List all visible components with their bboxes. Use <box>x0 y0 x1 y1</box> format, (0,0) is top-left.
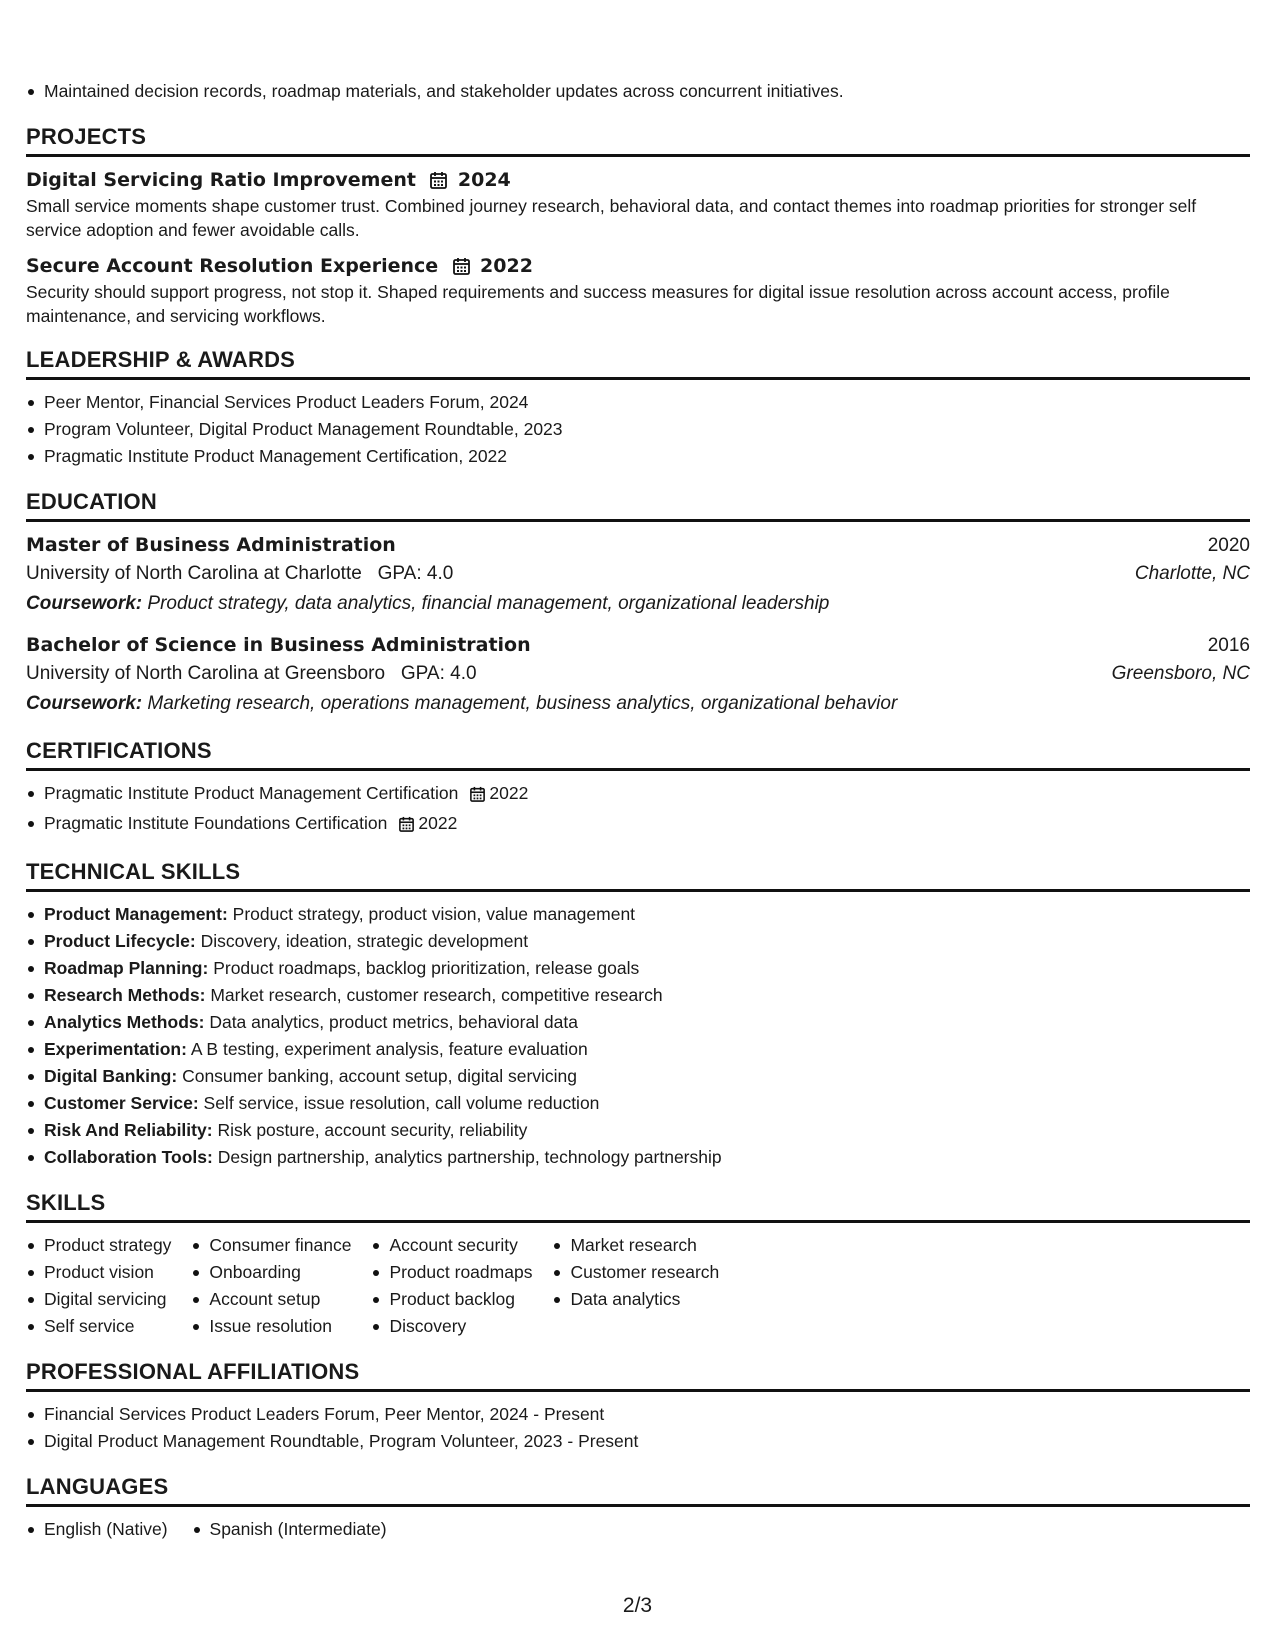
page-number: 2/3 <box>622 1594 653 1617</box>
skill-value: Self service, issue resolution, call volume reduction <box>203 1093 600 1113</box>
list-item: Issue resolution <box>191 1313 351 1340</box>
skills-column <box>191 1232 351 1340</box>
list-item <box>26 1144 1250 1171</box>
coursework-label: Coursework: <box>26 593 143 614</box>
skill-label: Roadmap Planning: <box>44 958 209 978</box>
calendar-icon <box>399 813 414 840</box>
skill-value: Discovery, ideation, strategic development <box>200 931 529 951</box>
list-item: Maintained decision records, roadmap materials, and stakeholder updates across concurrent initiatives. <box>26 78 1250 105</box>
coursework <box>26 689 1250 719</box>
list-item: Self service <box>26 1313 171 1340</box>
languages-section <box>26 1473 1250 1543</box>
list-item <box>26 1063 1250 1090</box>
skill-label: Product Lifecycle: <box>44 931 196 951</box>
skill-value: Market research, customer research, competitive research <box>210 985 663 1005</box>
skill-label: Collaboration Tools: <box>44 1147 213 1167</box>
certification-year: 2022 <box>418 813 458 833</box>
list-item <box>26 1117 1250 1144</box>
list-item: Digital Product Management Roundtable, Program Volunteer, 2023 - Present <box>26 1428 1250 1455</box>
list-item: Product vision <box>26 1259 171 1286</box>
list-item: Data analytics <box>552 1286 719 1313</box>
skill-value: Data analytics, product metrics, behavioral data <box>209 1012 578 1032</box>
list-item <box>26 955 1250 982</box>
education-section <box>26 488 1250 719</box>
skill-label: Product Management: <box>44 904 228 924</box>
coursework <box>26 589 1250 619</box>
degree: Bachelor of Science in Business Administration <box>26 634 531 656</box>
certification-name: Pragmatic Institute Foundations Certification <box>44 813 388 833</box>
education-item <box>26 531 1250 619</box>
technical-skills-section <box>26 858 1250 1171</box>
list-item: Onboarding <box>191 1259 351 1286</box>
certification-name: Pragmatic Institute Product Management Certification <box>44 783 459 803</box>
list-item: Product roadmaps <box>371 1259 532 1286</box>
project-name: Secure Account Resolution Experience <box>26 255 439 277</box>
section-title-leadership: LEADERSHIP & AWARDS <box>26 346 1250 380</box>
leadership-section <box>26 346 1250 470</box>
project-item <box>26 166 1250 242</box>
list-item <box>26 1036 1250 1063</box>
calendar-icon <box>430 171 447 194</box>
education-year: 2016 <box>1207 635 1250 656</box>
section-title-education: EDUCATION <box>26 488 1250 522</box>
skill-value: Risk posture, account security, reliability <box>217 1120 528 1140</box>
section-title-languages: LANGUAGES <box>26 1473 1250 1507</box>
education-year: 2020 <box>1207 535 1250 556</box>
calendar-icon <box>470 783 485 810</box>
list-item <box>26 982 1250 1009</box>
list-item: Account security <box>371 1232 532 1259</box>
skill-label: Research Methods: <box>44 985 206 1005</box>
list-item: Digital servicing <box>26 1286 171 1313</box>
skill-value: A B testing, experiment analysis, feature evaluation <box>190 1039 588 1059</box>
coursework-label: Coursework: <box>26 693 143 714</box>
project-year: 2022 <box>480 255 533 277</box>
experience-continued-list <box>26 78 1250 105</box>
section-title-certifications: CERTIFICATIONS <box>26 737 1250 771</box>
section-title-skills: SKILLS <box>26 1189 1250 1223</box>
degree: Master of Business Administration <box>26 534 396 556</box>
skill-label: Experimentation: <box>44 1039 187 1059</box>
section-title-affiliations: PROFESSIONAL AFFILIATIONS <box>26 1358 1250 1392</box>
affiliations-section <box>26 1358 1250 1455</box>
coursework-text: Product strategy, data analytics, financial management, organizational leadership <box>147 593 830 614</box>
skill-value: Consumer banking, account setup, digital servicing <box>182 1066 578 1086</box>
project-year: 2024 <box>457 169 511 191</box>
section-title-projects: PROJECTS <box>26 123 1250 157</box>
school: University of North Carolina at Charlotte GPA: 4.0 <box>26 563 454 584</box>
certifications-section <box>26 737 1250 840</box>
list-item: Program Volunteer, Digital Product Management Roundtable, 2023 <box>26 416 1250 443</box>
list-item: English (Native) <box>26 1516 168 1543</box>
list-item: Spanish (Intermediate) <box>192 1516 387 1543</box>
list-item: Financial Services Product Leaders Forum, Peer Mentor, 2024 - Present <box>26 1401 1250 1428</box>
list-item: Market research <box>552 1232 719 1259</box>
list-item <box>26 810 1250 840</box>
skills-column <box>371 1232 532 1340</box>
section-title-technical-skills: TECHNICAL SKILLS <box>26 858 1250 892</box>
certification-year: 2022 <box>489 783 529 803</box>
skills-column <box>552 1232 719 1340</box>
skill-value: Product strategy, product vision, value management <box>232 904 636 924</box>
education-item <box>26 631 1250 719</box>
project-description: Small service moments shape customer trust. Combined journey research, behavioral data, and contact themes into roadmap priorities for stronger self service adoption and fewer avoidable calls. <box>26 196 1197 240</box>
skill-label: Digital Banking: <box>44 1066 178 1086</box>
project-name: Digital Servicing Ratio Improvement <box>26 169 416 191</box>
list-item: Pragmatic Institute Product Management Certification, 2022 <box>26 443 1250 470</box>
list-item: Consumer finance <box>191 1232 351 1259</box>
education-location: Charlotte, NC <box>1134 563 1250 584</box>
skills-column <box>26 1232 171 1340</box>
school: University of North Carolina at Greensboro GPA: 4.0 <box>26 663 477 684</box>
list-item <box>26 901 1250 928</box>
education-location: Greensboro, NC <box>1111 663 1250 684</box>
project-description: Security should support progress, not stop it. Shaped requirements and success measures for digital issue resolution across account access, profile maintenance, and servicing workflows. <box>26 282 1170 326</box>
list-item: Discovery <box>371 1313 532 1340</box>
skills-columns <box>26 1232 1250 1340</box>
projects-section <box>26 123 1250 328</box>
list-item <box>26 1009 1250 1036</box>
project-item <box>26 252 1250 328</box>
coursework-text: Marketing research, operations management, business analytics, organizational behavior <box>147 693 898 714</box>
skill-value: Design partnership, analytics partnership, technology partnership <box>217 1147 722 1167</box>
skill-label: Analytics Methods: <box>44 1012 205 1032</box>
list-item <box>26 1090 1250 1117</box>
list-item: Product strategy <box>26 1232 171 1259</box>
list-item: Account setup <box>191 1286 351 1313</box>
resume-page <box>26 78 1250 1543</box>
calendar-icon <box>453 257 470 280</box>
skill-value: Product roadmaps, backlog prioritization, release goals <box>213 958 640 978</box>
list-item <box>26 928 1250 955</box>
skill-label: Customer Service: <box>44 1093 199 1113</box>
list-item: Peer Mentor, Financial Services Product Leaders Forum, 2024 <box>26 389 1250 416</box>
list-item: Customer research <box>552 1259 719 1286</box>
list-item: Product backlog <box>371 1286 532 1313</box>
list-item <box>26 780 1250 810</box>
skill-label: Risk And Reliability: <box>44 1120 213 1140</box>
skills-section <box>26 1189 1250 1340</box>
